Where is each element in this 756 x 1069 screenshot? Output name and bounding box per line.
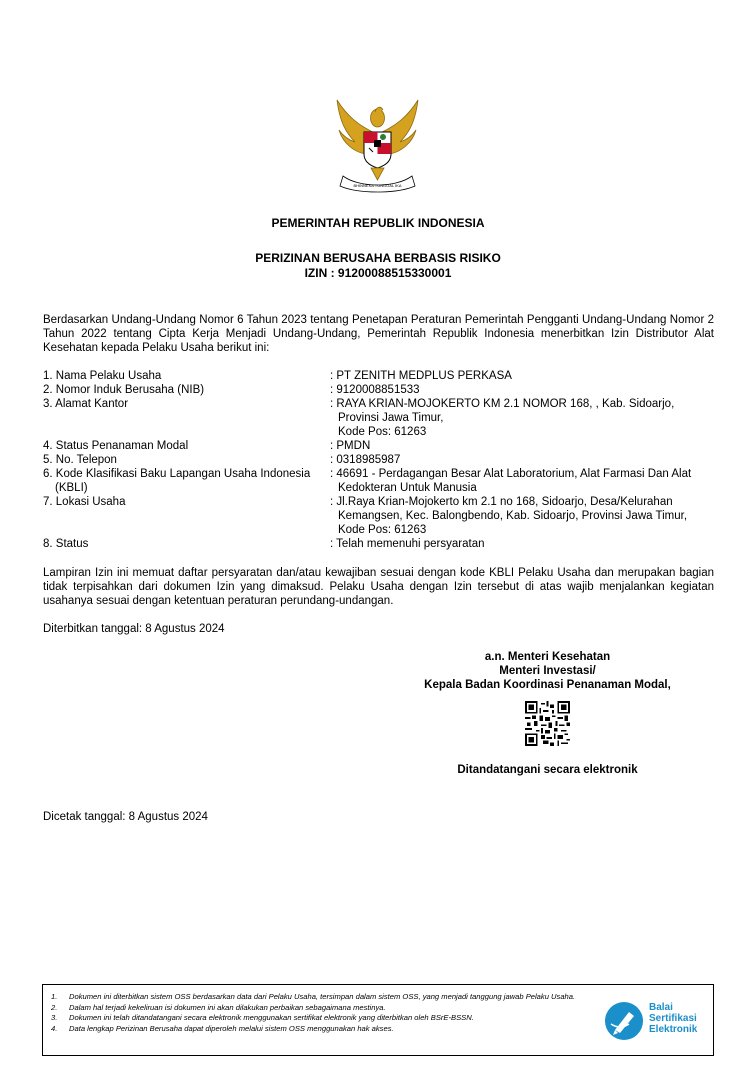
- footer-notes: [51, 992, 606, 1034]
- field-label: 2. Nomor Induk Berusaha (NIB): [43, 384, 205, 396]
- field-label: 7. Lokasi Usaha: [43, 496, 126, 508]
- electronic-signature-note: Ditandatangani secara elektronik: [457, 764, 638, 776]
- field-value: : Telah memenuhi persyaratan: [330, 538, 485, 550]
- bsre-wordmark: Balai Sertifikasi Elektronik: [649, 1002, 698, 1035]
- izin-number: IZIN : 91200088515330001: [304, 266, 452, 280]
- bsre-logo: [603, 1000, 708, 1044]
- field-label: 6. Kode Klasifikasi Baku Lapangan Usaha Indonesia (KBLI): [43, 468, 311, 494]
- qr-code: [525, 701, 570, 746]
- signatory-block: a.n. Menteri Kesehatan Menteri Investasi/ Kepala Badan Koordinasi Penanaman Modal,: [424, 651, 671, 691]
- field-value: : 0318985987: [330, 454, 401, 466]
- field-value: : Jl.Raya Krian-Mojokerto km 2.1 no 168, Sidoarjo, Desa/Kelurahan Kemangsen, Kec. Balongbendo, Kab. Sidoarjo, Provinsi Jawa Timur, Kode Pos: 61263: [330, 496, 688, 536]
- issued-date: Diterbitkan tanggal: 8 Agustus 2024: [43, 623, 225, 635]
- field-label: 3. Alamat Kantor: [43, 398, 129, 410]
- document-title: PERIZINAN BERUSAHA BERBASIS RISIKO: [255, 251, 501, 265]
- footer-note: 1. Dokumen ini diterbitkan sistem OSS berdasarkan data dari Pelaku Usaha, tersimpan dalam sistem OSS, yang menjadi tanggung jawab Pelaku Usaha.: [51, 992, 576, 1001]
- field-label: 8. Status: [43, 538, 89, 550]
- field-value: : 9120008851533: [330, 384, 420, 396]
- field-label: 4. Status Penanaman Modal: [43, 440, 189, 452]
- footer-notes-box: [42, 984, 714, 1056]
- printed-date: Dicetak tanggal: 8 Agustus 2024: [43, 811, 208, 823]
- field-value: : RAYA KRIAN-MOJOKERTO KM 2.1 NOMOR 168, , Kab. Sidoarjo, Provinsi Jawa Timur, Kode Pos: 61263: [330, 398, 675, 438]
- bsre-pen-icon: [603, 1000, 645, 1042]
- footer-note: 2. Dalam hal terjadi kekeliruan isi dokumen ini akan dilakukan perbaikan sebagaimana mestinya.: [51, 1002, 386, 1012]
- footer-note: 3. Dokumen ini telah ditandatangani secara elektronik menggunakan sertifikat elektronik yang diterbitkan oleh BSrE-BSSN.: [51, 1013, 474, 1022]
- svg-text:BHINNEKA TUNGGAL IKA: BHINNEKA TUNGGAL IKA: [353, 183, 402, 188]
- government-title: PEMERINTAH REPUBLIK INDONESIA: [271, 216, 485, 230]
- field-value: : 46691 - Perdagangan Besar Alat Laboratorium, Alat Farmasi Dan Alat Kedokteran Untuk Manusia: [330, 468, 692, 494]
- attachment-paragraph: Lampiran Izin ini memuat daftar persyaratan dan/atau kewajiban sesuai dengan kode KBLI Pelaku Usaha dan merupakan bagian tidak terpisahkan dari dokumen Izin yang dimaksud. Pelaku Usaha dengan Izin tersebut di atas wajib menjalankan kegiatan usahanya sesuai dengan ketentuan peraturan perundang-undangan.: [43, 567, 714, 607]
- footer-note: 4. Data lengkap Perizinan Berusaha dapat diperoleh melalui sistem OSS menggunakan hak akses.: [51, 1023, 394, 1033]
- field-value: : PT ZENITH MEDPLUS PERKASA: [330, 370, 512, 382]
- field-value: : PMDN: [330, 440, 371, 452]
- field-label: 5. No. Telepon: [43, 454, 117, 466]
- field-label: 1. Nama Pelaku Usaha: [43, 370, 162, 382]
- garuda-emblem: [329, 96, 426, 196]
- intro-paragraph: Berdasarkan Undang-Undang Nomor 6 Tahun 2023 tentang Penetapan Peraturan Pemerintah Pengganti Undang-Undang Nomor 2 Tahun 2022 tentang Cipta Kerja Menjadi Undang-Undang, Pemerintah Republik Indonesia menerbitkan Izin Distributor Alat Kesehatan kepada Pelaku Usaha berikut ini:: [43, 314, 714, 354]
